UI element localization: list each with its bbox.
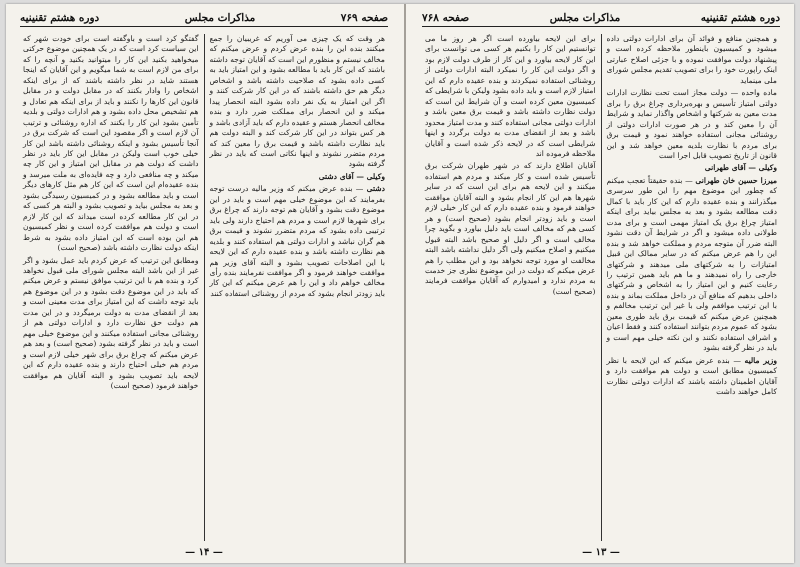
paragraph-text: — بنده عرض میکنم که وزیر مالیه درست توجه بفرمایند که این موضوع خیلی مهم است و باید در این موضوع دقت بشود و آقایان هم توجه دارند که چراغ برق برای شهرها لازم است و مردم هم احتیاج دارند ولی باید ترتیبی داده بشود که مردم متضرر نشوند و قیمت برق هم گران نباشد و ادارات دولتی هم استفاده کنند و بلدیه هم نظارت داشته باشد و بنده عقیده دارم که این لایحه با این اصلاحات تصویب بشود و البته آقای وزیر هم موافقت خواهند فرمود و اگر موافقت نفرمایند بنده رأی مخالف خواهم داد و این را هم عرض میکنم که این کار باید زودتر انجام بشود که مردم از روشنائی استفاده کنند xyxy=(209,184,385,298)
header-title: مذاکرات مجلس xyxy=(549,12,621,24)
paragraph xyxy=(210,34,386,170)
speaker-name: دشتی xyxy=(366,184,385,194)
book-gutter xyxy=(404,4,406,563)
speaker-name: وکیلی — آقای طهرانی xyxy=(704,163,777,173)
text-columns xyxy=(420,34,782,541)
header-page-label: صفحه ۷۶۹ xyxy=(340,12,388,24)
column-2 xyxy=(18,34,204,541)
column-rule xyxy=(601,34,602,541)
book-spread xyxy=(6,4,794,563)
paragraph xyxy=(607,356,778,398)
header-title: مذاکرات مجلس xyxy=(184,12,256,24)
paragraph-text: آقایان اطلاع دارند که در شهر طهران شرکت برق تأسیس شده است و کار میکند و مردم هم استفاده میکنند و این لایحه هم برای این است که در سایر شهرها هم این کار انجام بشود و البته آقایان موافقت خواهند فرمود و بنده عقیده دارم که این کار خیلی لازم است و باید زودتر انجام بشود (صحیح است) و هر کسی هم که مخالف است باید دلیل بیاورد و بگوید چرا مخالف است و اگر دلیل او صحیح باشد البته قبول میکنیم و اصلاح میکنیم ولی اگر دلیل نداشته باشد البته مخالفت او مورد توجه نخواهد بود و این مطلب را هم عرض میکنم که دولت در این موضوع نظری جز خدمت به مردم ندارد و امیدوارم که آقایان موافقت فرمایند (صحیح است) xyxy=(425,161,596,296)
header-page-label: صفحه ۷۶۸ xyxy=(422,12,470,24)
page-header xyxy=(422,10,780,27)
paragraph xyxy=(23,34,199,254)
paragraph xyxy=(607,34,778,86)
column-2 xyxy=(420,34,601,541)
header-period: دوره هشتم تقنینیه xyxy=(700,12,780,24)
page-number: — ۱۴ — xyxy=(185,547,223,558)
paragraph xyxy=(210,172,386,182)
paragraph xyxy=(607,176,778,354)
paragraph-text: — بنده حقیقتاً تعجب میکنم که چطور این موضوع مهم را این طور سرسری میگذرانند و بنده عقیده دارم که این کار باید با کمال دقت مطالعه بشود و بعد به مجلس بیاید برای اینکه امتیاز چراغ برق یک امتیاز مهمی است و برای مدت طولانی داده میشود و اگر در شرایط آن دقت نشود البته ضرر آن متوجه مردم و مملکت خواهد شد و بنده این را هم عرض میکنم که در سایر ممالک این قبیل امتیازات را به شرکتهای ملی میدهند و شرکتهای خارجی را راه نمیدهند و ما هم باید همین ترتیب را رعایت کنیم و این امتیاز را به اشخاص و شرکتهای داخلی بدهیم که منافع آن در داخل مملکت بماند و بنده با این ترتیب موافقم ولی با غیر این ترتیب مخالفم و همچنین عرض میکنم که قیمت برق باید طوری معین بشود که عموم مردم بتوانند استفاده کنند و فقط اعیان و اشراف استفاده نکنند و این نکته خیلی مهم است و باید در نظر گرفته بشود xyxy=(606,175,777,353)
column-rule xyxy=(204,34,205,541)
paragraph xyxy=(425,161,596,297)
column-1 xyxy=(205,34,391,541)
page-header xyxy=(20,10,388,27)
speaker-name: وکیلی — آقای دشتی xyxy=(318,171,385,181)
paragraph-text: هر وقت که یک چیزی می آوریم که غریبیان را جمع میکنند بنده این را بنده عرض کردم و عرض میکنم که مخالف نیستم و منظورم این است که آقایان توجه داشته باشند که این کار باید با مطالعه بشود و این امتیاز باید به کسی داده بشود که صلاحیت داشته باشد و اشخاص دیگر هم حق داشته باشند که در این کار شرکت کنند و اگر این امتیاز به یک نفر داده بشود البته انحصار پیدا میکند و این انحصار برای مملکت ضرر دارد و بنده مخالف انحصار هستم و عقیده دارم که باید آزادی باشد و هر کس بتواند در این کار شرکت کند و البته دولت هم باید نظارت داشته باشد و قیمت برق را معین کند که مردم متضرر نشوند و اینها نکاتی است که باید در نظر گرفته بشود xyxy=(209,34,385,169)
speaker-name: میرزا حسین خان طهرانی xyxy=(695,175,778,185)
text-columns xyxy=(18,34,390,541)
paragraph xyxy=(425,34,596,159)
paragraph-text: ومطابق این ترتیب که عرض کردم باید عمل بشود و اگر غیر از این باشد البته مجلس شورای ملی قبول نخواهد کرد و بنده هم با این ترتیب موافق نیستم و عرض میکنم که باید در این موضوع دقت بشود و در این موضوع هم باید توجه داشت که این امتیاز برای مدت معینی است و بعد از انقضای مدت به دولت برمیگردد و در این مدت هم دولت حق نظارت دارد و ادارات دولتی هم از روشنائی مجانی استفاده میکنند و این موضوع خیلی مهم است و باید در نظر گرفته بشود (صحیح است) و بعد هم عرض میکنم که چراغ برق برای شهر خیلی لازم است و مردم هم خیلی احتیاج دارند و بنده عقیده دارم که این لایحه باید تصویب بشود و البته آقایان هم موافقت خواهند فرمود (صحیح است) xyxy=(23,255,199,390)
paragraph-text: گفتگو کرد است و باوگفته است برای خودت شهر که این سیاست کرد است که در یک همچنین موضوع حرکتی میخواهید بکنید این کار را میتوانید بکنید و آنچه را که برای من لازم است به شما میگویم و این آقایان که اینجا هستند شاید در نظر داشته باشند که از برای اینکه اشخاص را وادار بکنند که در مقابل دولت و در مقابل قانون این کارها را نکنند و باید از برای اینکه هم تعادل و هم تشخیص محل داده بشود و هم ادارات دولتی و بلدیه تأمین بشود این کار را بکنند که اداره روشنائی و ترتیب آن لازم است و اگر مقصود این است که شرکت برق در آنجا تأسیس بشود و اینکه روشنائی داشته باشد این کار خیلی خوب است ولیکن در مقابل این کار باید در نظر داشت که دولت هم در مقابل این امتیاز و این کار چه میکند و چه منافعی دارد و چه فایده‌ای به ملت میرسد و بنده عقیده‌ام این است که این کار هم مثل کارهای دیگر است و باید مطالعه بشود و در کمیسیون رسیدگی بشود و بعد به مجلس بیاید و تصویب بشود و البته هر کسی که در این کار مطالعه کرده است میداند که این کار لازم است و دولت هم موافقت کرده است و نظر کمیسیون هم این بوده است که این امتیاز داده بشود به شرط اینکه دولت نظارت داشته باشد (صحیح است) xyxy=(23,34,199,253)
paragraph xyxy=(23,256,199,392)
paragraph-text: ماده واحده — دولت مجاز است تحت نظارت ادارات دولتی امتیاز تأسیس و بهره‌برداری چراغ برق را برای مدت معین به شرکتها و اشخاص واگذار نماید و شرایط آن را معین کند و در هر صورت ادارات دولتی از روشنائی مجانی استفاده خواهند نمود و قیمت برق برای مردم با نظارت بلدیه معین خواهد شد و این قانون از تاریخ تصویب قابل اجرا است xyxy=(606,88,777,160)
paragraph xyxy=(210,184,386,299)
paragraph xyxy=(607,163,778,173)
right-page xyxy=(408,4,794,563)
header-period: دوره هشتم تقنینیه xyxy=(20,12,100,24)
page-number: — ۱۳ — xyxy=(582,547,620,558)
paragraph xyxy=(607,88,778,161)
paragraph-text: — بنده عرض میکنم که این لایحه با نظر کمیسیون مطابق است و دولت هم موافقت دارد و آقایان اطمینان داشته باشند که ادارات دولتی نظارت کامل خواهند داشت xyxy=(606,355,777,396)
paragraph-text: و همچنین منافع و فوائد آن برای ادارات دولتی داده میشود و کمیسیون باینطور ملاحظه کرده است و پیشنهاد دولت موافقت نموده و با جزئی اصلاح عبارتی اینک راپورت خود را برای تصویب تقدیم مجلس شورای ملی مینماید xyxy=(606,34,777,85)
left-page xyxy=(6,4,402,563)
column-1 xyxy=(602,34,783,541)
paragraph-text: برای این لایحه بیاورده است اگر هر روز ما می توانستیم این کار را بکنیم هر کسی می توانست برای این کار لایحه بیاورد و این کار از طرف دولت لازم بود و اگر دولت این کار را نمیکرد البته ادارات دولتی از روشنائی استفاده نمیکردند و بنده عقیده دارم که این امتیاز لازم است و باید داده بشود ولیکن با شرایطی که کمیسیون معین کرده است و آن شرایط این است که دولت نظارت داشته باشد و قیمت برق معین باشد و ادارات دولتی مجانی استفاده کنند و مدت امتیاز محدود باشد و بعد از انقضای مدت به دولت برگردد و اینها شرایطی است که در لایحه ذکر شده است و آقایان ملاحظه فرموده اند xyxy=(425,34,596,158)
speaker-name: وزیر مالیه xyxy=(744,355,777,365)
